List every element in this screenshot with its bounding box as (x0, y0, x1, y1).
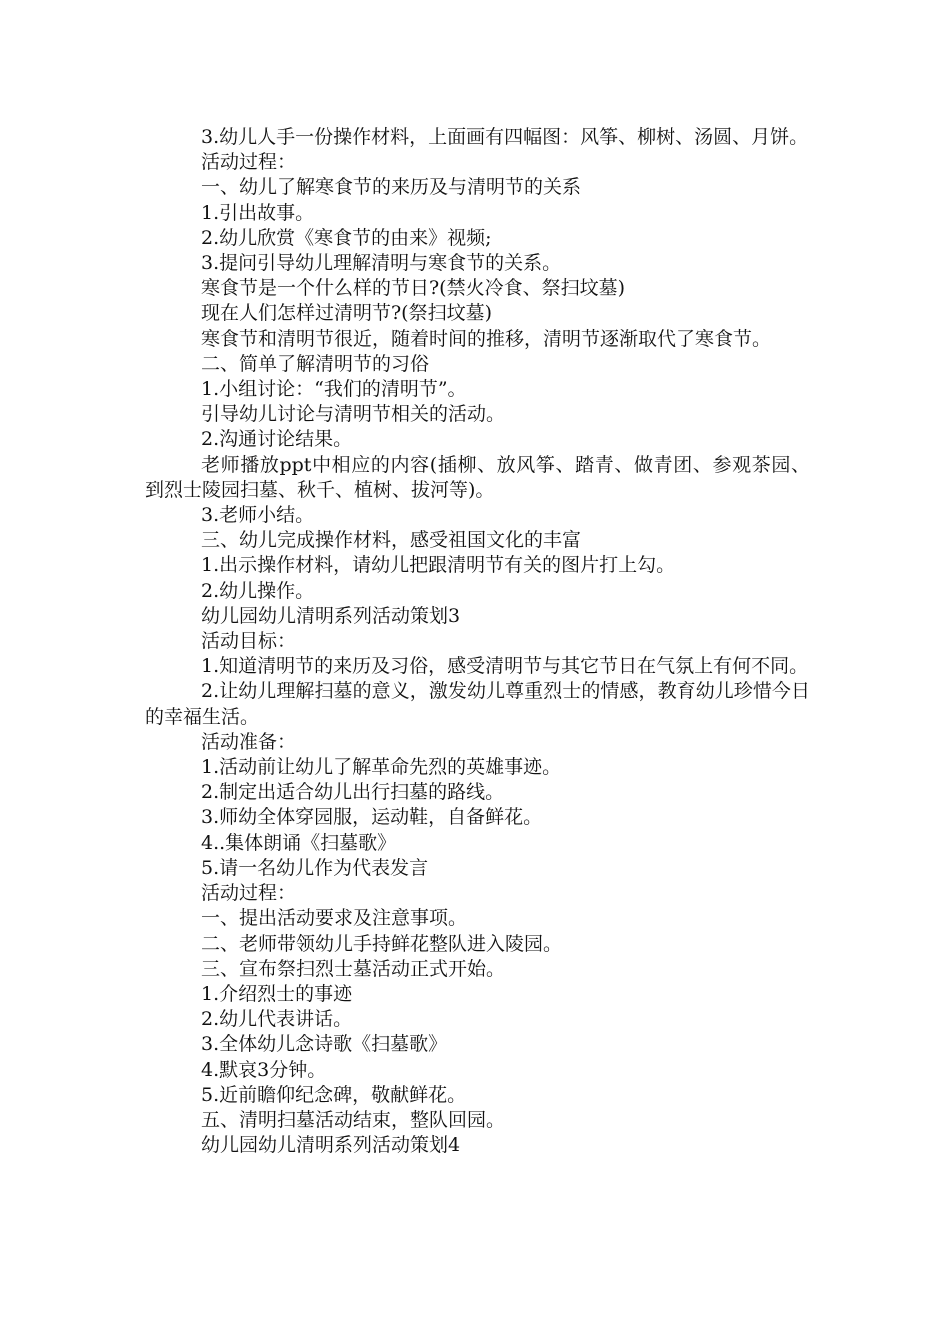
paragraph: 寒食节是一个什么样的节日?(禁火冷食、祭扫坟墓) (201, 277, 626, 300)
paragraph: 活动目标： (201, 630, 297, 653)
plan-title: 幼儿园幼儿清明系列活动策划4 (201, 1134, 461, 1157)
paragraph: 3.提问引导幼儿理解清明与寒食节的关系。 (201, 252, 562, 275)
paragraph: 老师播放ppt中相应的内容(插柳、放风筝、踏青、做青团、参观茶园、到烈士陵园扫墓、秋千、植树、拔河等)。 (145, 453, 810, 501)
document-body (145, 125, 810, 1158)
paragraph: 一、提出活动要求及注意事项。 (201, 907, 468, 930)
paragraph: 1.出示操作材料，请幼儿把跟清明节有关的图片打上勾。 (201, 554, 676, 577)
paragraph: 1.小组讨论：“我们的清明节”。 (201, 378, 467, 401)
section-heading: 一、幼儿了解寒食节的来历及与清明节的关系 (201, 176, 582, 199)
paragraph: 3.全体幼儿念诗歌《扫墓歌》 (201, 1033, 448, 1056)
paragraph: 1.介绍烈士的事迹 (201, 982, 353, 1005)
plan-title: 幼儿园幼儿清明系列活动策划3 (201, 604, 461, 627)
paragraph: 现在人们怎样过清明节?(祭扫坟墓) (201, 302, 493, 325)
paragraph: 五、清明扫墓活动结束，整队回园。 (201, 1108, 506, 1131)
paragraph: 寒食节和清明节很近，随着时间的推移，清明节逐渐取代了寒食节。 (201, 327, 772, 350)
paragraph: 4..集体朗诵《扫墓歌》 (201, 831, 397, 854)
paragraph: 2.幼儿欣赏《寒食节的由来》视频; (201, 226, 492, 249)
paragraph: 2.沟通讨论结果。 (201, 428, 353, 451)
paragraph: 2.幼儿代表讲话。 (201, 1008, 353, 1031)
section-heading: 二、简单了解清明节的习俗 (201, 352, 430, 375)
paragraph: 3.老师小结。 (201, 504, 315, 527)
paragraph: 4.默哀3分钟。 (201, 1058, 327, 1081)
paragraph: 活动过程： (201, 882, 297, 905)
paragraph: 活动过程： (201, 151, 297, 174)
paragraph: 2.制定出适合幼儿出行扫墓的路线。 (201, 781, 505, 804)
paragraph: 二、老师带领幼儿手持鲜花整队进入陵园。 (201, 932, 563, 955)
section-heading: 三、幼儿完成操作材料，感受祖国文化的丰富 (201, 529, 582, 552)
paragraph: 5.请一名幼儿作为代表发言 (201, 856, 429, 879)
paragraph: 活动准备： (201, 730, 297, 753)
paragraph: 2.幼儿操作。 (201, 579, 315, 602)
paragraph: 5.近前瞻仰纪念碑，敬献鲜花。 (201, 1083, 467, 1106)
paragraph: 三、宣布祭扫烈士墓活动正式开始。 (201, 957, 506, 980)
paragraph: 3.师幼全体穿园服，运动鞋，自备鲜花。 (201, 806, 543, 829)
paragraph: 1.知道清明节的来历及习俗，感受清明节与其它节日在气氛上有何不同。 (201, 655, 809, 678)
paragraph: 1.引出故事。 (201, 201, 315, 224)
paragraph: 2.让幼儿理解扫墓的意义，激发幼儿尊重烈士的情感，教育幼儿珍惜今日的幸福生活。 (145, 680, 810, 728)
paragraph: 3.幼儿人手一份操作材料，上面画有四幅图：风筝、柳树、汤圆、月饼。 (201, 126, 809, 148)
paragraph: 引导幼儿讨论与清明节相关的活动。 (201, 403, 506, 426)
paragraph: 1.活动前让幼儿了解革命先烈的英雄事迹。 (201, 756, 562, 779)
